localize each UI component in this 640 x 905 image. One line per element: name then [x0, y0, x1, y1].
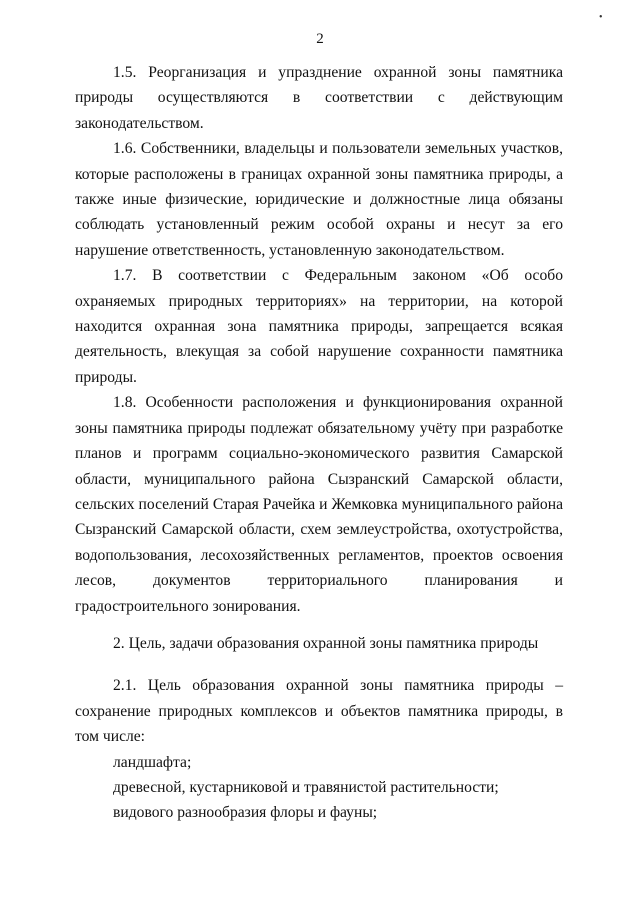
scan-mark: •: [599, 12, 603, 23]
paragraph-1-7: 1.7. В соответствии с Федеральным законом «Об особо охраняемых природных территориях» на территории, на которой находится охранная зона памятника природы, запрещается всякая деятельность, влекущая за собой нарушение сохранности памятника природы.: [75, 267, 563, 386]
paragraph-2-1: 2.1. Цель образования охранной зоны памятника природы – сохранение природных комплексов и объектов памятника природы, в том числе:: [75, 677, 563, 746]
paragraph-1-5: 1.5. Реорганизация и упразднение охранной зоны памятника природы осуществляются в соответствии с действующим законодательством.: [75, 64, 563, 132]
paragraph-1-8: 1.8. Особенности расположения и функционирования охранной зоны памятника природы подлежат обязательному учёту при разработке планов и программ социально-экономического развития Самарской области, муниципального района Сызранский Самарской области, сельских поселений Старая Рачейка и Жемковка муниципального района Сызранский Самарской области, схем землеустройства, охотустройства, водопользования, лесохозяйственных регламентов, проектов освоения лесов, документов территориального планирования и градостроительного зонирования.: [75, 394, 563, 615]
page-number: 2: [316, 31, 324, 47]
section-2-heading: 2. Цель, задачи образования охранной зоны памятника природы: [113, 634, 539, 652]
paragraph-1-6: 1.6. Собственники, владельцы и пользователи земельных участков, которые расположены в границах охранной зоны памятника природы, а также иные физические, юридические и должностные лица обязаны соблюдать установленный режим особой охраны и несут за его нарушение ответственность, установленную законодательством.: [75, 140, 563, 259]
list-item: древесной, кустарниковой и травянистой растительности;: [113, 778, 499, 796]
document-body: [75, 60, 563, 826]
list-item: видового разнообразия флоры и фауны;: [113, 804, 378, 822]
list-item: ландшафта;: [113, 753, 192, 771]
